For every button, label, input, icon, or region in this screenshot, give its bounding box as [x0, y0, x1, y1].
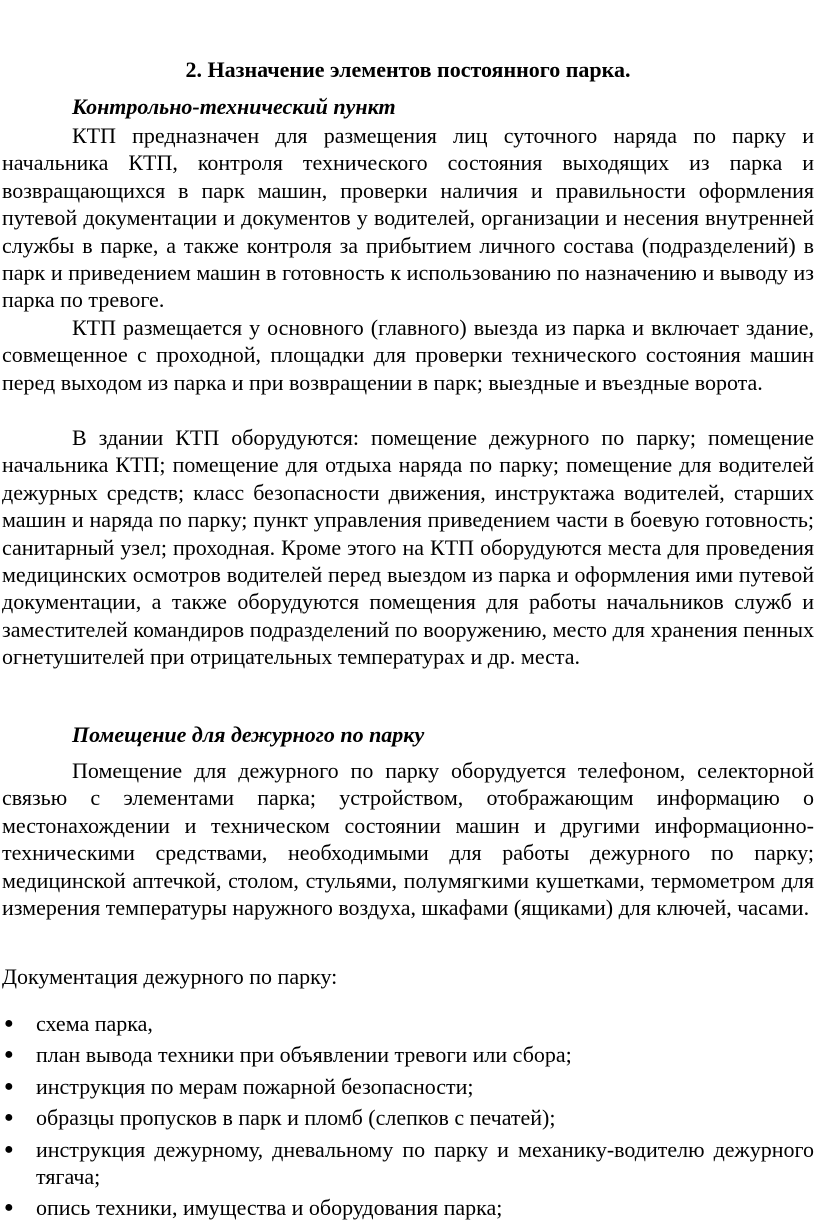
section-heading-duty-room: Помещение для дежурного по парку: [72, 722, 425, 747]
document-title: 2. Назначение элементов постоянного парка.: [185, 57, 631, 82]
paragraph-ktp-location: КТП размещается у основного (главного) выезда из парка и включает здание, совмещенное с проходной, площадки для проверки технического состояния машин перед выходом из парка и при возвращении в парк; выездные и въездные ворота.: [2, 315, 814, 395]
list-item-text: опись техники, имущества и оборудования парка;: [36, 1195, 503, 1221]
list-item: [2, 1104, 814, 1131]
list-item-text: план вывода техники при объявлении тревоги или сбора;: [36, 1042, 572, 1068]
list-item-text: инструкция по мерам пожарной безопасности;: [36, 1073, 474, 1099]
paragraph-ktp-purpose: КТП предназначен для размещения лиц суточного наряда по парку и начальника КТП, контроля технического состояния выходящих из парка и возвращающихся в парк машин, проверки наличия и правильности оформления путевой документации и документов у водителей, организации и несения внутренней службы в парке, а также контроля за прибытием личного состава (подразделений) в парк и приведением машин в готовность к использованию по назначению и выводу из парка по тревоге.: [2, 123, 814, 313]
bullet-icon: ●: [4, 1015, 14, 1032]
bullet-icon: ●: [4, 1077, 14, 1095]
list-item: [2, 1041, 814, 1068]
section-heading-ktp: Контрольно-технический пункт: [72, 94, 396, 119]
list-item: [2, 1073, 814, 1100]
documentation-list: [2, 1010, 814, 1226]
bullet-icon: ●: [4, 1140, 14, 1158]
bullet-icon: ●: [4, 1109, 14, 1127]
documentation-label: Документация дежурного по парку:: [2, 964, 338, 989]
paragraph-ktp-building: В здании КТП оборудуются: помещение дежурного по парку; помещение начальника КТП; помещение для отдыха наряда по парку; помещение для водителей дежурных средств; класс безопасности движения, инструктажа водителей, старших машин и наряда по парку; пункт управления приведением части в боевую готовность; санитарный узел; проходная. Кроме этого на КТП оборудуются места для проведения медицинских осмотров водителей перед выездом из парка и оформления ими путевой документации, а также оборудуются помещения для работы начальников служб и заместителей командиров подразделений по вооружению, место для хранения пенных огнетушителей при отрицательных температурах и др. места.: [2, 425, 814, 670]
paragraph-duty-room: Помещение для дежурного по парку оборудуется телефоном, селекторной связью с элементами парка; устройством, отображающим информацию о местонахождении и техническом состоянии машин и другими информационно-техническими средствами, необходимыми для работы дежурного по парку; медицинской аптечкой, столом, стульями, полумягкими кушетками, термометром для измерения температуры наружного воздуха, шкафами (ящиками) для ключей, часами.: [2, 758, 814, 921]
list-item: [2, 1194, 814, 1221]
list-item: [2, 1136, 814, 1191]
list-item-text: инструкция дежурному, дневальному по парку и механику-водителю дежурного тягача;: [36, 1136, 814, 1190]
list-item-text: образцы пропусков в парк и пломб (слепков с печатей);: [36, 1105, 556, 1131]
bullet-icon: ●: [4, 1199, 14, 1217]
list-item-text: схема парка,: [36, 1011, 153, 1036]
list-item: [2, 1010, 814, 1037]
bullet-icon: ●: [4, 1046, 14, 1064]
